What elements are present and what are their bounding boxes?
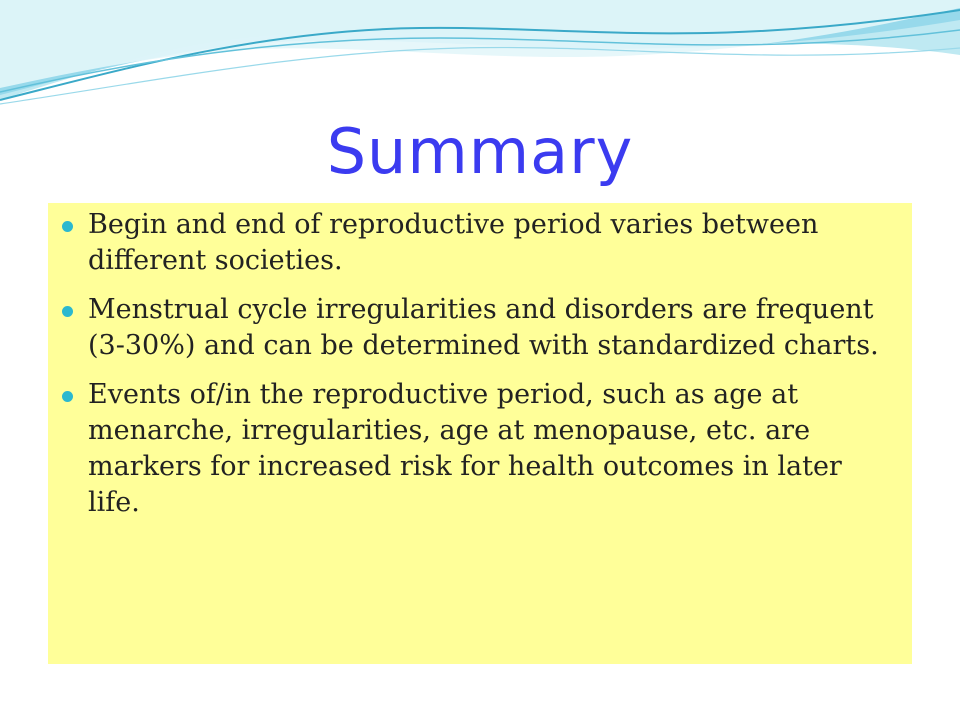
bullet-item	[62, 207, 894, 279]
bullet-item	[62, 292, 894, 364]
bullet-item	[62, 377, 894, 521]
bullet-list	[62, 207, 894, 521]
bullet-text: Menstrual cycle irregularities and disorders are frequent (3-30%) and can be determined with standardized charts.	[88, 294, 879, 361]
bullet-dot-icon	[62, 391, 73, 402]
slide-title: Summary	[326, 115, 634, 188]
content-box	[48, 203, 912, 664]
wave-front	[0, 0, 960, 88]
bullet-dot-icon	[62, 221, 73, 232]
bullet-text: Events of/in the reproductive period, such as age at menarche, irregularities, age at menopause, etc. are markers for increased risk for health outcomes in later life.	[88, 379, 842, 518]
wave-banner-decoration	[0, 0, 960, 120]
bullet-dot-icon	[62, 306, 73, 317]
bullet-text: Begin and end of reproductive period varies between different societies.	[88, 209, 819, 276]
